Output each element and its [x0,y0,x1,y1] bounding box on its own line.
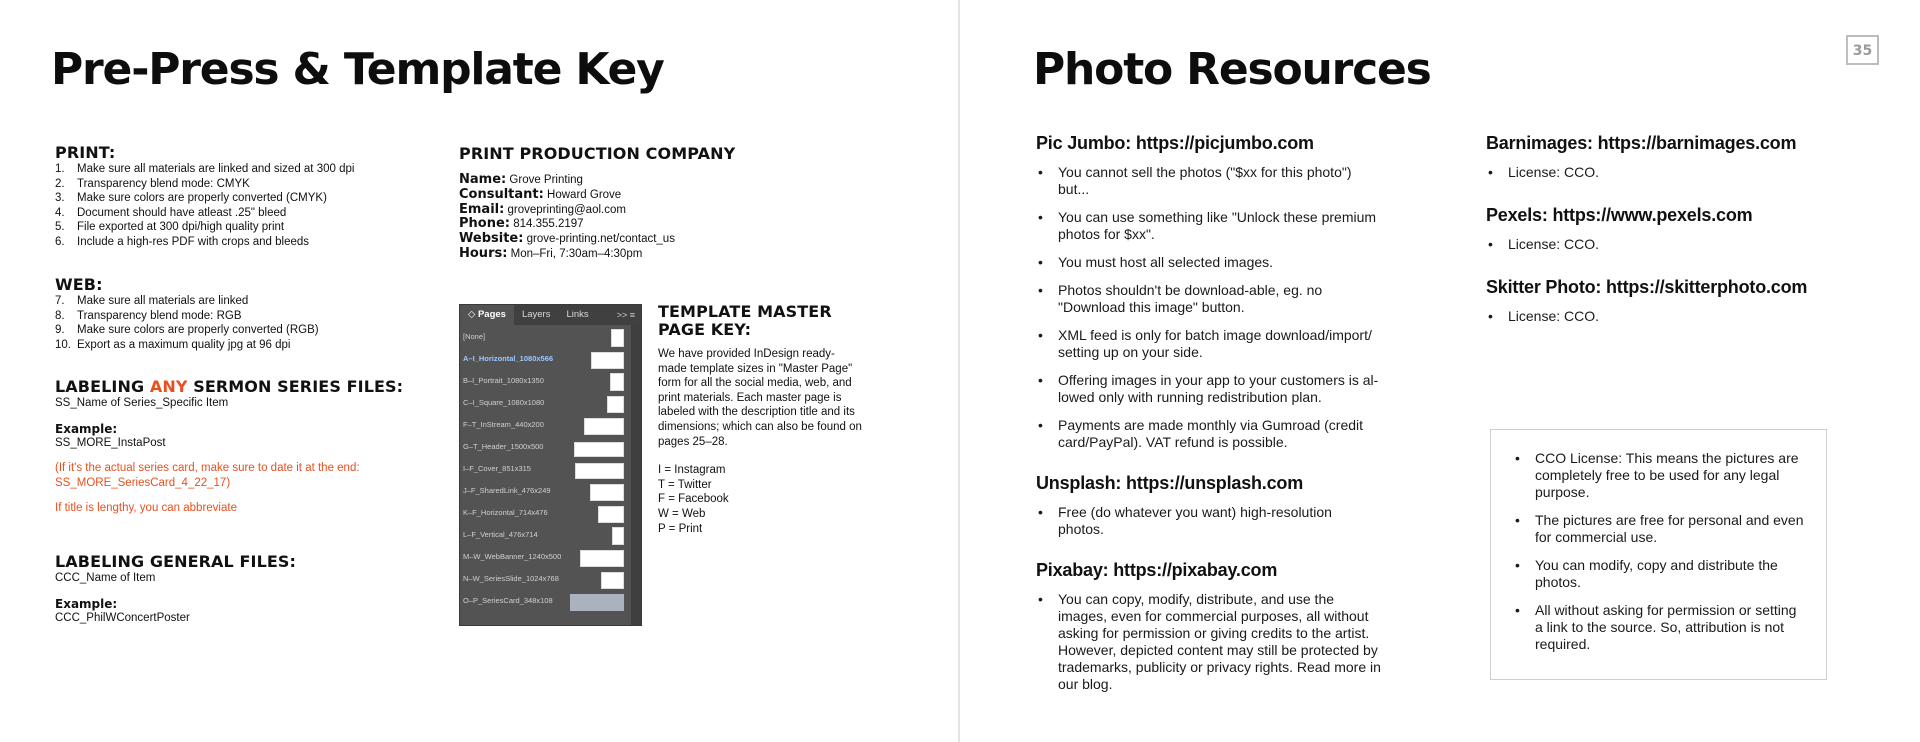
master-page-item[interactable]: F–T_InStream_440x200 [460,415,625,437]
unsplash-heading: Unsplash: https://unsplash.com [1036,473,1304,493]
list-item: • The pictures are free for personal and even for commercial use. [1513,512,1804,546]
list-item: • License: CCO. [1486,236,1866,253]
pixabay-list [1036,591,1381,693]
series-card-note: (If it's the actual series card, make sure to date it at the end: [55,462,360,475]
pexels-heading: Pexels: https://www.pexels.com [1486,205,1753,225]
naming-pattern: SS_Name of Series_Specific Item [55,397,229,409]
list-item: I = Instagram [658,464,726,477]
page-thumbnail [611,329,624,347]
tab-layers[interactable]: Layers [521,309,551,320]
example-label: Example: [55,596,118,611]
production-section [459,144,735,262]
indesign-pages-panel [459,304,642,626]
example-value: SS_MORE_InstaPost [55,436,166,449]
list-item: 9. Make sure colors are properly converted (RGB) [55,324,319,337]
abbreviate-note: If title is lengthy, you can abbreviate [55,502,237,515]
list-item: • Payments are made monthly via Gumroad (credit card/PayPal). VAT refund is possible. [1036,417,1381,451]
production-heading: PRINT PRODUCTION COMPANY [459,144,736,163]
contact-row: Name: Grove Printing [459,172,583,187]
labeling-sermon-heading: LABELING ANY SERMON SERIES FILES: [55,377,404,396]
page-title: Pre-Press & Template Key [51,44,664,95]
list-item: T = Twitter [658,478,712,491]
list-item: • XML feed is only for batch image download/import/ setting up on your side. [1036,327,1381,361]
pixabay-heading: Pixabay: https://pixabay.com [1036,560,1278,580]
contact-list [459,173,735,262]
barnimages-list [1486,164,1866,181]
list-item: • License: CCO. [1486,164,1866,181]
list-item: 8. Transparency blend mode: RGB [55,309,242,322]
contact-row: Consultant: Howard Grove [459,186,622,202]
web-section [55,275,319,352]
right-page [960,0,1920,742]
template-key-body: We have provided InDesign ready- made template sizes in "Master Page" form for all the social media, web, and print materials. Each master page is labeled with the description title and its dimensions; which can also be found on pages 25–28. [658,348,862,448]
resources-column-left [1036,133,1381,704]
labeling-sermon-section [55,377,403,516]
list-item: • You must host all selected images. [1036,254,1381,271]
template-key-section [658,303,888,536]
web-heading: WEB: [55,275,103,294]
page-number: 35 [1846,35,1879,65]
page-thumbnail [584,418,624,435]
page-thumbnail [590,484,624,501]
page-thumbnail [575,463,624,479]
page-thumbnail [570,594,624,611]
page-thumbnail [580,550,624,567]
page-thumbnail [610,373,624,391]
template-key-heading-line1: TEMPLATE MASTER [658,302,832,321]
master-page-item[interactable]: A–I_Horizontal_1080x566 [460,349,625,371]
page-title: Photo Resources [1033,44,1431,95]
page-thumbnail [598,506,624,523]
pic-jumbo-list [1036,164,1381,451]
master-page-item[interactable]: L–F_Vertical_476x714 [460,525,625,547]
page-thumbnail [574,442,624,457]
cc0-license-list [1513,450,1804,653]
cc0-license-box [1490,429,1827,680]
example-label: Example: [55,421,118,436]
contact-row: Hours: Mon–Fri, 7:30am–4:30pm [459,245,643,261]
panel-menu-icon[interactable]: >> ≡ [616,310,635,320]
naming-pattern: CCC_Name of Item [55,572,156,584]
list-item: 1. Make sure all materials are linked and sized at 300 dpi [55,163,355,175]
unsplash-list [1036,504,1381,538]
page-thumbnail [612,527,624,545]
list-item: • All without asking for permission or setting a link to the source. So, attribution is not required. [1513,602,1804,653]
skitter-heading: Skitter Photo: https://skitterphoto.com [1486,277,1808,297]
master-page-item[interactable]: I–F_Cover_851x315 [460,459,625,481]
print-section [55,143,354,250]
master-page-item[interactable]: [None] [460,327,625,349]
list-item: • Offering images in your app to your customers is al- lowed only with running redistribution plan. [1036,372,1381,406]
list-item: P = Print [658,522,703,535]
list-item: • License: CCO. [1486,308,1866,325]
contact-row: Phone: 814.355.2197 [459,216,584,232]
platform-key-list [658,463,888,536]
list-item: • You can use something like "Unlock these premium photos for $xx". [1036,209,1381,243]
contact-row: Email: groveprinting@aol.com [459,201,626,217]
print-heading: PRINT: [55,143,116,162]
series-card-note-example: SS_MORE_SeriesCard_4_22_17) [55,476,231,489]
master-page-item[interactable]: C–I_Square_1080x1080 [460,393,625,415]
skitter-list [1486,308,1866,325]
page-thumbnail [591,352,624,369]
labeling-general-heading: LABELING GENERAL FILES: [55,552,297,571]
labeling-general-section [55,552,296,625]
page-thumbnail [607,396,624,413]
list-item: 2. Transparency blend mode: CMYK [55,177,250,190]
master-page-item[interactable]: M–W_WebBanner_1240x500 [460,547,625,569]
web-list [55,294,319,352]
list-item: • Free (do whatever you want) high-resolution photos. [1036,504,1381,538]
master-page-item[interactable]: G–T_Header_1500x500 [460,437,625,459]
list-item: 10. Export as a maximum quality jpg at 96 dpi [55,338,291,351]
list-item: • You cannot sell the photos ("$xx for this photo") but... [1036,164,1381,198]
master-page-item[interactable]: O–P_SeriesCard_348x108 [460,591,625,613]
example-value: CCC_PhilWConcertPoster [55,611,190,624]
master-page-item[interactable]: N–W_SeriesSlide_1024x768 [460,569,625,591]
pexels-list [1486,236,1866,253]
list-item: W = Web [658,507,706,520]
list-item: • You can copy, modify, distribute, and use the images, even for commercial purposes, all without asking for permission or giving credits to the artist. However, depicted content may still be protected by trademarks, publicity or privacy rights. Read more in our blog. [1036,591,1381,693]
list-item: • Photos shouldn't be download-able, eg. no "Download this image" button. [1036,282,1381,316]
pic-jumbo-heading: Pic Jumbo: https://picjumbo.com [1036,133,1314,153]
left-page [0,0,958,742]
print-list [55,162,354,250]
master-page-item[interactable]: B–I_Portrait_1080x1350 [460,371,625,393]
page-thumbnail [601,572,624,589]
list-item: • You can modify, copy and distribute the photos. [1513,557,1804,591]
master-page-item[interactable]: J–F_SharedLink_476x249 [460,481,625,503]
panel-tab-bar [460,305,641,325]
list-item: 3. Make sure colors are properly converted (CMYK) [55,192,327,205]
barnimages-heading: Barnimages: https://barnimages.com [1486,133,1797,153]
template-key-heading-line2: PAGE KEY: [658,320,752,339]
list-item: 4. Document should have atleast .25" bleed [55,206,287,219]
list-item: 7. Make sure all materials are linked [55,295,249,307]
list-item: 5. File exported at 300 dpi/high quality print [55,221,285,234]
list-item: 6. Include a high-res PDF with crops and bleeds [55,235,310,248]
resources-column-right [1486,133,1866,336]
panel-scrollbar[interactable] [631,325,641,625]
tab-links[interactable]: Links [566,309,589,320]
list-item: F = Facebook [658,493,729,506]
tab-pages[interactable]: ◇ Pages [460,305,514,325]
list-item: • CCO License: This means the pictures are completely free to be used for any legal purpose. [1513,450,1804,501]
contact-row: Website: grove-printing.net/contact_us [459,231,675,247]
master-page-item[interactable]: K–F_Horizontal_714x476 [460,503,625,525]
